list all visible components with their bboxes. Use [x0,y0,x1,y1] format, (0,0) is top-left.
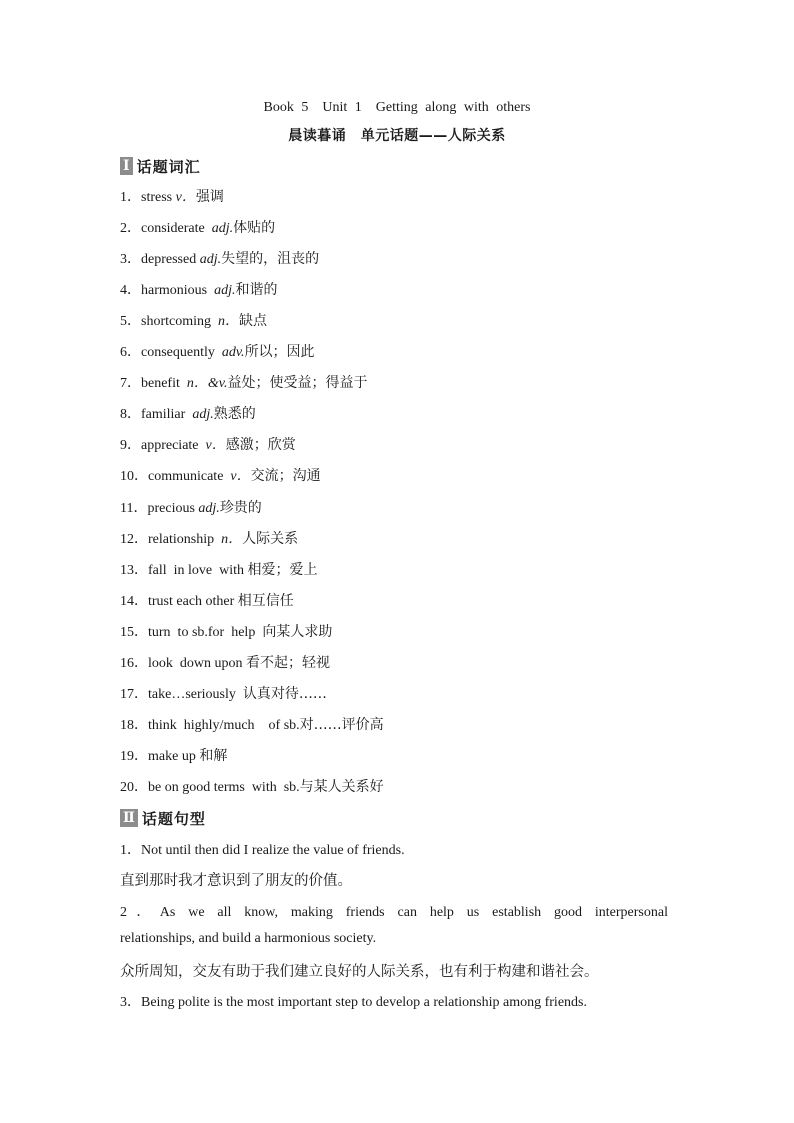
vocab-item [120,465,321,485]
sentence-2-english-line-2: relationships, and build a harmonious society. [120,931,377,946]
vocab-item-meaning: 向某人求助 [262,623,333,640]
vocab-item [120,714,384,734]
vocab-item [120,528,298,548]
section-label: 话题词汇 [136,157,201,176]
vocab-item [120,497,262,517]
vocab-item-number: 13． [120,562,148,578]
vocab-item-number: 20． [120,779,148,795]
vocab-item [120,310,267,330]
vocab-item [120,652,330,672]
vocab-item-term: familiar [141,407,193,423]
vocab-item [120,590,294,610]
vocab-item [120,186,224,206]
vocab-item-term: consequently [141,345,222,361]
vocab-item-part-of-speech: v． [230,469,251,485]
vocab-item-part-of-speech: n． [218,314,239,330]
vocab-item-part-of-speech: adj. [214,283,236,299]
vocab-item-meaning: 体贴的 [233,220,276,237]
vocab-item [120,279,278,299]
page-title: Book 5 Unit 1 Getting along with others [263,100,531,115]
vocab-item-part-of-speech: v． [205,438,226,454]
vocab-item-term: benefit [141,376,187,392]
section-heading-vocabulary [120,156,201,176]
vocab-item-part-of-speech: n． [221,531,243,547]
vocab-item-part-of-speech: adv. [221,345,245,361]
vocab-item-term: communicate [148,469,231,485]
vocab-item-number: 1． [120,190,141,205]
vocab-item-meaning: 强调 [195,189,224,205]
vocab-item-term: relationship [148,531,222,547]
vocab-item-number: 11． [120,500,148,516]
vocab-item-meaning: 相互信任 [237,592,294,609]
vocab-item-meaning: 和谐的 [235,282,278,299]
vocab-item [120,745,227,765]
vocab-item-meaning: 与某人关系好 [299,778,384,795]
vocab-item-term: make up [148,748,200,764]
vocab-item-number: 2． [120,221,141,237]
vocab-item-term: stress [141,190,176,205]
vocab-item-term: considerate [141,221,212,237]
section-numeral-badge: Ⅰ [120,157,133,175]
vocab-item-term: fall in love with [148,562,248,578]
page-subtitle: 晨读暮诵 单元话题——人际关系 [288,128,506,144]
sentence-1-chinese: 直到那时我才意识到了朋友的价值。 [120,873,352,889]
vocab-item [120,372,367,392]
vocab-item-number: 5． [120,314,141,330]
vocab-item-term: be on good terms with sb. [148,779,300,795]
vocab-item [120,683,327,703]
vocab-item-term: depressed [141,252,200,268]
vocab-item [120,341,315,361]
vocab-item-term: turn to sb.for help [148,624,263,640]
vocab-item-meaning: 人际关系 [242,530,299,547]
vocab-item [120,403,256,423]
vocab-item-number: 9． [120,438,141,454]
vocab-item-number: 6． [120,345,141,361]
vocab-item-meaning: 珍贵的 [219,499,262,516]
section-numeral-badge: Ⅱ [120,809,138,827]
vocab-item-meaning: 所以；因此 [244,344,315,361]
vocab-item-number: 17． [120,686,148,702]
vocab-item-meaning: 看不起；轻视 [246,654,330,671]
vocab-item-meaning: 熟悉的 [213,406,256,423]
vocab-item-term: look down upon [148,655,246,671]
sentence-3-english: 3．Being polite is the most important step to develop a relationship among friends. [120,995,587,1010]
vocab-item-part-of-speech: adj. [211,221,234,237]
vocab-item-term: harmonious [141,283,215,299]
vocab-item-number: 19． [120,748,148,764]
vocab-item-number: 18． [120,717,148,733]
vocab-item-part-of-speech: n．&v. [186,376,228,392]
vocab-item-meaning: 相爱；爱上 [247,561,318,578]
vocab-item [120,776,384,796]
vocab-item [120,217,275,237]
vocab-item-number: 12． [120,531,148,547]
vocab-item-term: think highly/much of sb. [148,717,300,733]
vocab-item-part-of-speech: adj. [198,500,220,516]
sentence-2-chinese: 众所周知，交友有助于我们建立良好的人际关系，也有利于构建和谐社会。 [120,964,599,980]
vocab-item-term: precious [147,500,199,516]
section-label: 话题句型 [141,809,206,828]
vocab-item-number: 10． [120,469,148,485]
vocab-item [120,559,318,579]
vocab-item-term: take…seriously [148,686,243,702]
vocab-item-meaning: 失望的，沮丧的 [221,251,320,268]
vocab-item-number: 15． [120,624,148,640]
vocab-item-meaning: 感激；欣赏 [225,437,296,454]
vocab-item-number: 16． [120,655,148,671]
section-heading-sentences [120,808,206,828]
vocab-item-part-of-speech: adj. [199,252,222,268]
vocab-item-meaning: 交流；沟通 [250,468,321,485]
vocab-item-number: 14． [120,593,148,609]
vocab-item-number: 4． [120,283,141,299]
vocab-item [120,434,296,454]
vocab-item-number: 3． [120,252,141,268]
vocab-item-meaning: 认真对待…… [242,685,327,702]
vocab-item-term: trust each other [148,593,238,609]
vocab-item-meaning: 益处；使受益；得益于 [227,375,368,392]
vocab-item-number: 8． [120,407,141,423]
vocab-item-meaning: 和解 [199,747,228,764]
vocab-item-part-of-speech: adj. [192,407,214,423]
sentence-1-english: 1．Not until then did I realize the value of friends. [120,843,405,858]
vocab-item-number: 7． [120,376,141,392]
vocab-item-meaning: 对……评价高 [299,716,384,733]
vocab-item-part-of-speech: v． [175,190,196,205]
vocab-item-meaning: 缺点 [239,313,267,330]
vocab-item-term: shortcoming [141,314,218,330]
vocab-item [120,621,332,641]
sentence-2-english-line-1: 2．As we all know, making friends can help us establish good interpersonal [120,905,668,920]
vocab-item-term: appreciate [141,438,206,454]
vocab-item [120,248,319,268]
